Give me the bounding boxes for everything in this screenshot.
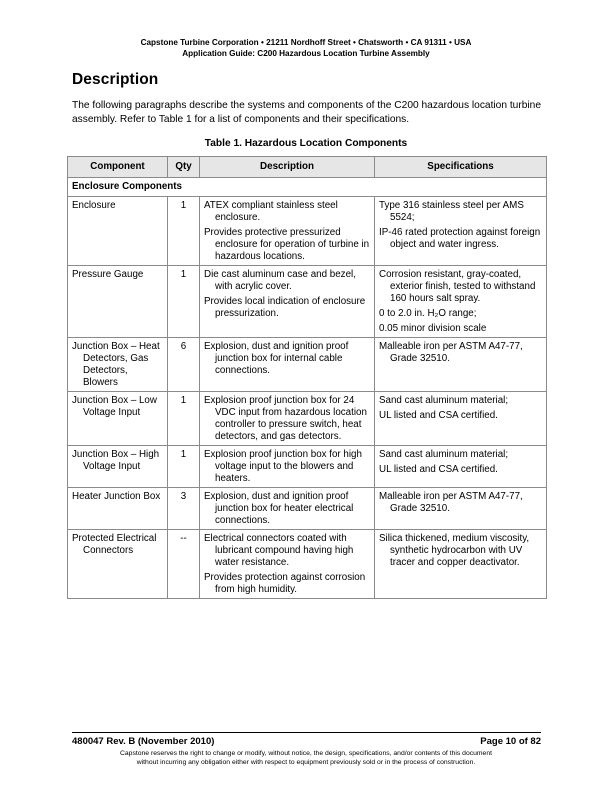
description-cell — [200, 266, 375, 338]
qty-cell: 1 — [168, 392, 200, 446]
intro-paragraph: The following paragraphs describe the systems and components of the C200 hazardous location turbine assembly. Refer to Table 1 for a list of components and their specifications. — [72, 100, 541, 125]
specification-line: Malleable iron per ASTM A47-77, Grade 32510. — [379, 341, 523, 364]
component-name: Protected Electrical Connectors — [72, 533, 157, 556]
specification-line: 0.05 minor division scale — [379, 323, 487, 334]
component-cell — [68, 488, 168, 530]
description-cell — [200, 446, 375, 488]
components-table — [67, 156, 547, 599]
table-row — [68, 530, 547, 599]
qty-cell: 6 — [168, 338, 200, 392]
specification-line: UL listed and CSA certified. — [379, 410, 498, 421]
description-line: ATEX compliant stainless steel enclosure. — [204, 200, 338, 223]
table-row — [68, 392, 547, 446]
component-name: Heater Junction Box — [72, 491, 161, 502]
component-cell — [68, 266, 168, 338]
footer-page-number: Page 10 of 82 — [480, 736, 541, 747]
description-line: Explosion, dust and ignition proof junction box for heater electrical connections. — [204, 491, 354, 526]
component-cell — [68, 530, 168, 599]
qty-cell: 3 — [168, 488, 200, 530]
description-line: Explosion proof junction box for high voltage input to the blowers and heaters. — [204, 449, 362, 484]
description-cell — [200, 338, 375, 392]
qty-cell: 1 — [168, 266, 200, 338]
specification-line: Sand cast aluminum material; — [379, 449, 509, 460]
component-cell — [68, 338, 168, 392]
specification-line: UL listed and CSA certified. — [379, 464, 498, 475]
header-company-line: Capstone Turbine Corporation • 21211 Nordhoff Street • Chatsworth • CA 91311 • USA — [140, 38, 472, 47]
component-cell — [68, 197, 168, 266]
specifications-cell — [375, 197, 547, 266]
specifications-cell — [375, 266, 547, 338]
section-title: Description — [72, 71, 159, 88]
description-line: Electrical connectors coated with lubricant compound having high water resistance. — [204, 533, 354, 568]
column-header-qty: Qty — [168, 157, 200, 178]
table-row — [68, 446, 547, 488]
footer-disclaimer-line1: Capstone reserves the right to change or modify, without notice, the design, specifications, and/or contents of this document — [119, 750, 493, 757]
component-cell — [68, 392, 168, 446]
table-row — [68, 197, 547, 266]
description-cell — [200, 488, 375, 530]
specifications-cell — [375, 488, 547, 530]
footer-disclaimer-line2: without incurring any obligation either with respect to equipment previously sold or in the process of construction. — [136, 759, 476, 766]
specifications-cell — [375, 446, 547, 488]
footer-doc-id: 480047 Rev. B (November 2010) — [72, 736, 215, 747]
description-line: Explosion proof junction box for 24 VDC input from hazardous location controller to pressure switch, heat detectors, and gas detectors. — [204, 395, 367, 442]
component-name: Junction Box – High Voltage Input — [72, 449, 160, 472]
column-header-description: Description — [200, 157, 375, 178]
table-row — [68, 266, 547, 338]
section-row — [68, 178, 547, 197]
qty-cell: 1 — [168, 197, 200, 266]
specifications-cell — [375, 392, 547, 446]
description-cell — [200, 530, 375, 599]
footer-disclaimer — [0, 749, 612, 767]
description-line: Explosion, dust and ignition proof junction box for internal cable connections. — [204, 341, 349, 376]
specification-line: Type 316 stainless steel per AMS 5524; — [379, 200, 524, 223]
component-name: Pressure Gauge — [72, 269, 144, 280]
component-cell — [68, 446, 168, 488]
component-name: Enclosure — [72, 200, 116, 211]
description-cell — [200, 197, 375, 266]
footer-rule — [72, 732, 541, 733]
specifications-cell — [375, 530, 547, 599]
component-name: Junction Box – Heat Detectors, Gas Detectors, Blowers — [72, 341, 160, 388]
table-header-row — [68, 157, 547, 178]
specification-line: Corrosion resistant, gray-coated, exterior finish, tested to withstand 160 hours salt spray. — [379, 269, 536, 304]
header-guide-line: Application Guide: C200 Hazardous Location Turbine Assembly — [182, 49, 430, 58]
page-header — [0, 37, 612, 59]
specification-line: Malleable iron per ASTM A47-77, Grade 32510. — [379, 491, 523, 514]
table-row — [68, 338, 547, 392]
qty-cell: 1 — [168, 446, 200, 488]
column-header-specifications: Specifications — [375, 157, 547, 178]
component-name: Junction Box – Low Voltage Input — [72, 395, 157, 418]
specifications-cell — [375, 338, 547, 392]
section-label: Enclosure Components — [68, 178, 547, 197]
description-cell — [200, 392, 375, 446]
table-row — [68, 488, 547, 530]
table-caption: Table 1. Hazardous Location Components — [204, 138, 408, 149]
specification-line: Sand cast aluminum material; — [379, 395, 509, 406]
description-line: Provides local indication of enclosure pressurization. — [204, 296, 366, 319]
column-header-component: Component — [68, 157, 168, 178]
specification-line: IP-46 rated protection against foreign object and water ingress. — [379, 227, 541, 250]
description-line: Provides protection against corrosion from high humidity. — [204, 572, 366, 595]
description-line: Die cast aluminum case and bezel, with acrylic cover. — [204, 269, 356, 292]
qty-cell: -- — [168, 530, 200, 599]
description-line: Provides protective pressurized enclosure for operation of turbine in hazardous locations. — [204, 227, 370, 262]
specification-line: 0 to 2.0 in. H₂O range; — [379, 308, 477, 319]
specification-line: Silica thickened, medium viscosity, synthetic hydrocarbon with UV tracer and copper deactivator. — [379, 533, 530, 568]
